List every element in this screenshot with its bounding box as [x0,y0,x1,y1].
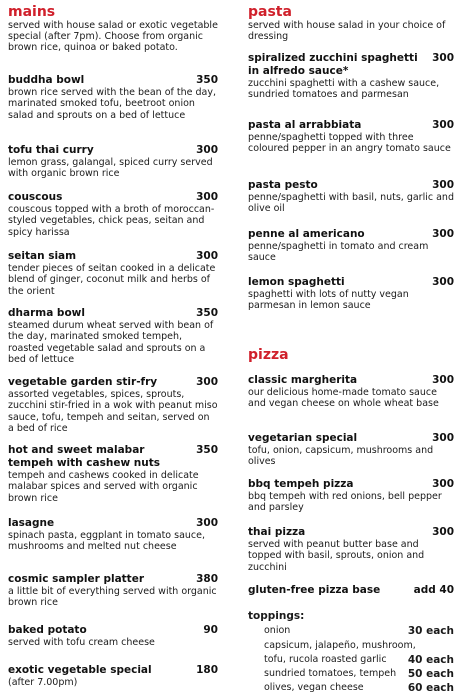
item-description: steamed durum wheat served with bean of the day, marinated smoked tempeh, roasted vegetable salad and sprouts on a bed of lettuce [8,320,214,365]
item-price: 350 [196,307,218,319]
item-name: dharma bowl [8,307,85,319]
item-description: lemon grass, galangal, spiced curry served with organic brown rice [8,157,213,180]
menu-item [8,517,218,553]
topping-name: capsicum, jalapeño, mushroom, [264,640,416,651]
item-description: spaghetti with lots of nutty vegan parmesan in lemon sauce [248,289,409,312]
item-name: buddha bowl [8,74,85,86]
menu-item [248,179,454,215]
item-description: served with peanut butter base and topped with basil, sprouts, onion and zucchini [248,539,425,573]
menu-item [248,584,454,597]
topping-row [248,668,454,680]
menu-item [248,119,454,155]
section-description-mains: served with house salad or exotic vegetable special (after 7pm). Choose from organic brown rice, quinoa or baked potato. [8,20,218,53]
item-name: penne al americano [248,228,365,240]
item-name: spiralized zucchini spaghetti in alfredo sauce* [248,52,418,77]
topping-row [248,640,454,652]
item-price: 300 [432,276,454,288]
menu-item [8,664,218,688]
item-description: penne/spaghetti in tomato and cream sauce [248,241,429,264]
item-name: vegetable garden stir-fry [8,376,158,388]
item-price: 300 [432,179,454,191]
item-name: seitan siam [8,250,77,262]
topping-name: onion [264,625,291,636]
item-name: exotic vegetable special [8,664,152,676]
topping-name: tofu, rucola roasted garlic [264,654,387,665]
section-title-pasta: pasta [248,4,292,20]
item-description: penne/spaghetti topped with three coloured pepper in an angry tomato sauce [248,132,451,155]
item-price: 180 [196,664,218,676]
item-price: 300 [432,478,454,490]
item-name: classic margherita [248,374,358,386]
topping-name: sundried tomatoes, tempeh [264,668,397,679]
item-price: 300 [432,119,454,131]
menu-item [248,52,454,101]
topping-price: 50 each [407,668,454,680]
topping-row [248,654,454,666]
item-price: 350 [196,444,218,456]
section-title-pizza: pizza [248,347,289,363]
menu-item [248,374,454,410]
menu-item [8,307,218,365]
topping-row [248,625,454,637]
section-title-mains: mains [8,4,56,20]
item-name: pasta al arrabbiata [248,119,362,131]
topping-price: 30 each [407,625,454,637]
item-description: a little bit of everything served with organic brown rice [8,586,217,609]
item-price: 300 [432,374,454,386]
item-description: brown rice served with the bean of the day, marinated smoked tofu, beetroot onion salad and sprouts on a bed of lettuce [8,87,217,121]
section-description-pasta: served with house salad in your choice of dressing [248,20,446,42]
item-name: couscous [8,191,63,203]
toppings-label: toppings: [248,610,305,622]
item-price: 90 [203,624,218,636]
item-price: 300 [432,228,454,240]
item-description: bbq tempeh with red onions, bell pepper and parsley [248,491,442,514]
item-description: tofu, onion, capsicum, mushrooms and olives [248,445,434,468]
item-name: vegetarian special [248,432,358,444]
pizza-header [248,347,454,363]
menu-item [8,144,218,180]
pasta-header [248,4,454,42]
item-description: served with tofu cream cheese [8,637,155,648]
toppings-block [248,610,454,694]
item-name: bbq tempeh pizza [248,478,354,490]
item-name: lasagne [8,517,55,529]
item-name: thai pizza [248,526,306,538]
item-price: 300 [432,52,454,64]
item-name: hot and sweet malabar tempeh with cashew nuts [8,444,161,469]
item-price: 300 [196,191,218,203]
item-price: add 40 [413,584,454,596]
item-price: 300 [196,144,218,156]
item-description: assorted vegetables, spices, sprouts, zucchini stir-fried in a wok with peanut miso sauce, tofu, tempeh and seitan, served on a bed of rice [8,389,218,434]
topping-row [248,682,454,694]
topping-price: 60 each [407,682,454,694]
mains-header [8,4,218,53]
topping-name: olives, vegan cheese [264,682,364,693]
item-price: 300 [196,250,218,262]
menu-item [8,376,218,434]
menu-item [8,74,218,121]
item-description: couscous topped with a broth of moroccan-styled vegetables, chick peas, seitan and spicy harissa [8,204,215,238]
item-name: gluten-free pizza base [248,584,381,596]
menu-item [8,250,218,297]
item-price: 300 [196,517,218,529]
menu-item [248,526,454,573]
item-description: tender pieces of seitan cooked in a delicate blend of ginger, coconut milk and herbs of the orient [8,263,216,297]
menu-item [248,432,454,468]
menu-item [8,573,218,609]
item-description: (after 7.00pm) [8,677,78,688]
item-name: pasta pesto [248,179,318,191]
menu-item [8,191,218,238]
menu-item [8,624,218,648]
menu-item [248,228,454,264]
item-price: 350 [196,74,218,86]
item-description: penne/spaghetti with basil, nuts, garlic and olive oil [248,192,454,215]
item-price: 300 [196,376,218,388]
item-description: spinach pasta, eggplant in tomato sauce, mushrooms and melted nut cheese [8,530,206,553]
topping-price: 40 each [407,654,454,666]
item-description: zucchini spaghetti with a cashew sauce, sundried tomatoes and parmesan [248,78,440,101]
item-name: lemon spaghetti [248,276,345,288]
item-description: tempeh and cashews cooked in delicate malabar spices and served with organic brown rice [8,470,199,504]
item-price: 380 [196,573,218,585]
item-name: cosmic sampler platter [8,573,144,585]
menu-item [8,444,218,504]
menu-item [248,276,454,312]
item-description: our delicious home-made tomato sauce and vegan cheese on whole wheat base [248,387,439,410]
item-price: 300 [432,526,454,538]
item-name: tofu thai curry [8,144,94,156]
item-name: baked potato [8,624,87,636]
item-price: 300 [432,432,454,444]
menu-item [248,478,454,514]
